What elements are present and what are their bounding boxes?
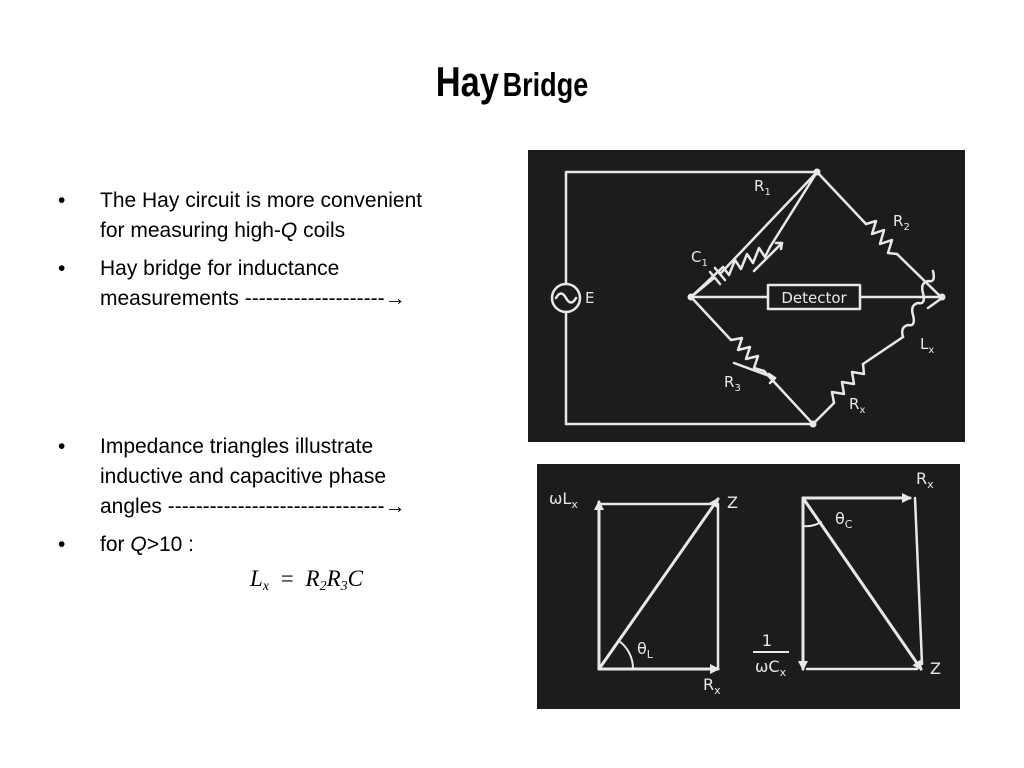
rx-label: $R_x$	[849, 395, 866, 416]
formula-r2: $R_2$	[305, 566, 327, 594]
right-arrow-icon: →	[384, 495, 406, 518]
bullet-marker: •	[58, 533, 66, 556]
detector-label: Detector	[781, 289, 847, 307]
omega-lx-label: $\omega L_x$	[549, 489, 578, 511]
bullet-text-line	[100, 530, 508, 560]
z-label-capacitive: Z	[930, 659, 941, 678]
text-run: for	[100, 533, 131, 556]
formula-lx: $L_x$	[250, 566, 270, 594]
bullet-list-top	[58, 186, 508, 322]
bullet-marker: •	[58, 257, 66, 280]
bullet-text-line	[100, 254, 508, 284]
c1-label: $C_1$	[691, 248, 708, 269]
text-run: Impedance triangles illustrate	[100, 435, 374, 458]
bullet-text-line	[100, 284, 508, 314]
z-label-inductive: Z	[727, 493, 738, 512]
title-word-bridge: Bridge	[502, 66, 589, 103]
text-run: inductive and capacitive phase	[100, 465, 387, 488]
slide-title	[92, 58, 932, 106]
hay-inductance-formula	[250, 566, 363, 595]
formula-equals: =	[280, 566, 294, 591]
bullet-marker: •	[58, 189, 66, 212]
capacitive-reactance-denominator: $\omega C_x$	[755, 657, 787, 679]
text-run: angles -------------------------------	[100, 495, 385, 518]
r3-label: $R_3$	[724, 373, 741, 394]
text-run: measurements --------------------	[100, 287, 385, 310]
bullet-text-line	[100, 432, 508, 462]
bullet-text-line	[100, 462, 508, 492]
text-run: The Hay circuit is more convenient	[100, 189, 423, 212]
formula-r3: $R_3$	[326, 566, 348, 594]
theta-l-label: $\theta_L$	[637, 639, 653, 661]
bullet-text-line	[100, 492, 508, 522]
text-run: coils	[297, 219, 346, 242]
bullet-item	[58, 254, 508, 314]
theta-c-label: $\theta_C$	[835, 509, 853, 531]
impedance-triangles-figure	[537, 464, 960, 709]
hay-bridge-circuit-figure	[528, 150, 965, 442]
source-label: E	[585, 289, 595, 307]
r2-label: $R_2$	[893, 212, 910, 233]
bullet-text-line	[100, 186, 508, 216]
text-run: >10 :	[146, 533, 194, 556]
italic-symbol: Q	[130, 533, 147, 556]
bullet-list-bottom	[58, 432, 508, 568]
title-word-hay: Hay	[435, 58, 499, 105]
text-run: for measuring high-	[100, 219, 281, 242]
right-arrow-icon: →	[384, 287, 406, 310]
rx-label-capacitive: $R_x$	[916, 469, 934, 491]
formula-c: C	[347, 566, 363, 591]
italic-symbol: Q	[280, 219, 298, 242]
bullet-item	[58, 186, 508, 246]
capacitive-reactance-numerator: 1	[761, 631, 773, 650]
bullet-item	[58, 530, 508, 560]
rx-label-inductive: $R_x$	[703, 675, 721, 697]
lx-label: $L_x$	[920, 335, 935, 356]
r1-label: $R_1$	[754, 177, 771, 198]
bullet-marker: •	[58, 435, 66, 458]
text-run: Hay bridge for inductance	[100, 257, 340, 280]
bullet-text-line	[100, 216, 508, 246]
bullet-item	[58, 432, 508, 522]
